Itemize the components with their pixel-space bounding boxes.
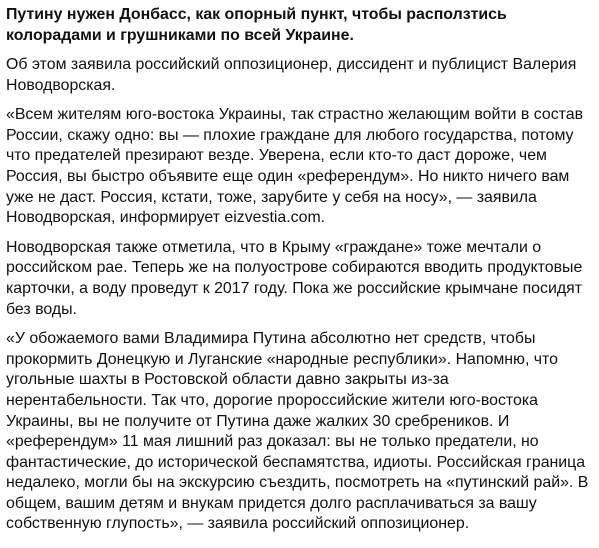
article-paragraph-quote-1: «Всем жителям юго-востока Украины, так страстно желающим войти в состав России, скажу одно: вы — плохие граждане для любого государства, потому что предателей презирают везде. Уверена, если кто-то даст дороже, чем Россия, вы быстро объявите еще один «референдум». Но никто ничего вам уже не даст. Россия, кстати, тоже, зарубите у себя на носу», — заявила Новодворская, информирует eizvestia.com. <box>6 106 584 227</box>
article-paragraph-crimea: Новодворская также отметила, что в Крыму «граждане» тоже мечтали о российском рае. Теперь же на полуострове собираются вводить продуктовые карточки, а воду проведут к 2017 году. Пока же российские крымчане посидят без воды. <box>6 238 583 318</box>
article-paragraph-intro: Об этом заявила российский оппозиционер, диссидент и публицист Валерия Новодворская. <box>6 56 577 94</box>
article-paragraph-quote-2: «У обожаемого вами Владимира Путина абсолютно нет средств, чтобы прокормить Донецкую и Луганские «народные республики». Напомню, что угольные шахты в Ростовской области давно закрыты из-за нерентабельности. Так что, дорогие пророссийские жители юго-востока Украины, вы не получите от Путина даже жалких 30 сребреников. И «референдум» 11 мая лишний раз доказал: вы не только предатели, но фантастические, до исторической беспамятства, идиоты. Российская граница недалеко, могли бы на экскурсию съездить, посмотреть на «путинский рай». В общем, вашим детям и внукам придется долго расплачиваться за вашу собственную глупость», — заявила российский оппозиционер. <box>6 330 589 533</box>
article-headline: Путину нужен Донбасс, как опорный пункт, чтобы расползтись колорадами и грушниками по всей Украине. <box>6 6 507 44</box>
